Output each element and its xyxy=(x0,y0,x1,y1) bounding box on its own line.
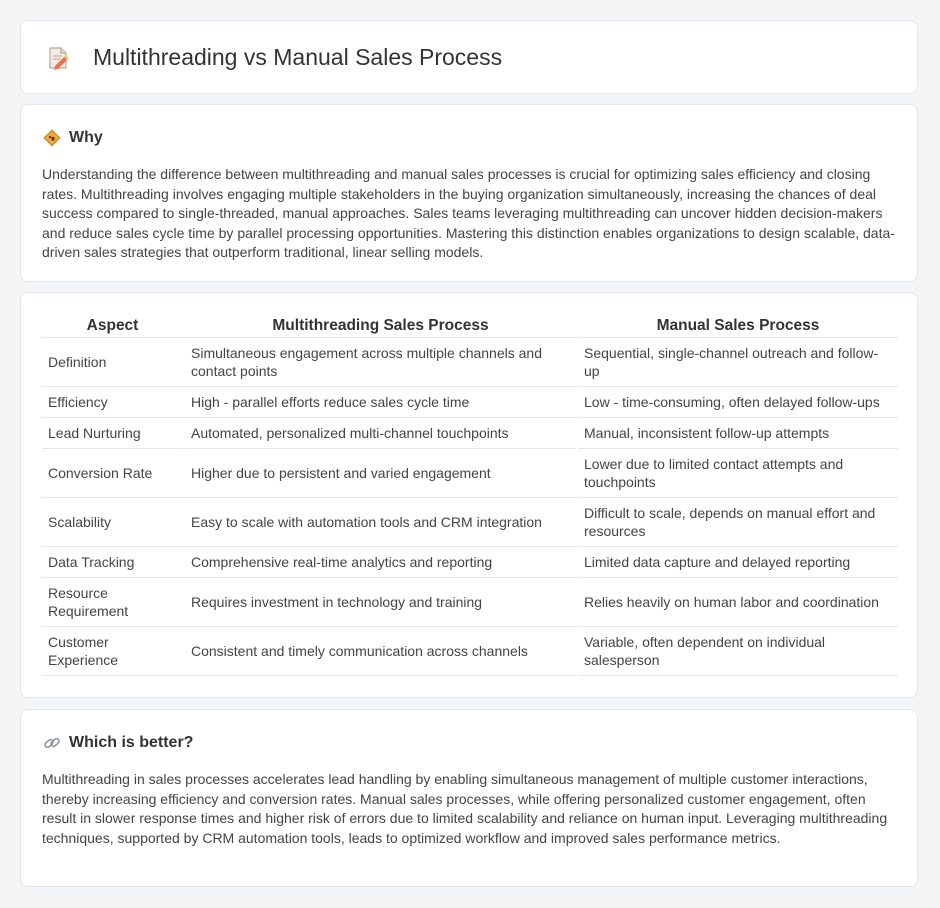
aspect-cell: Customer Experience xyxy=(42,627,184,676)
title-row xyxy=(45,44,502,71)
diamond-sign-icon xyxy=(43,129,61,147)
table-row xyxy=(42,547,898,578)
manual-cell: Limited data capture and delayed reporting xyxy=(577,547,898,578)
manual-cell: Lower due to limited contact attempts and touchpoints xyxy=(577,449,898,498)
table-row xyxy=(42,387,898,418)
manual-cell: Difficult to scale, depends on manual effort and resources xyxy=(577,498,898,547)
manual-cell: Variable, often dependent on individual salesperson xyxy=(577,627,898,676)
table-row xyxy=(42,627,898,676)
column-header-aspect: Aspect xyxy=(42,315,184,338)
why-heading: Why xyxy=(69,129,103,146)
better-heading: Which is better? xyxy=(69,734,194,751)
table-row xyxy=(42,418,898,449)
manual-cell: Relies heavily on human labor and coordination xyxy=(577,578,898,627)
multithreading-cell: High - parallel efforts reduce sales cycle time xyxy=(184,387,577,418)
link-icon xyxy=(43,734,61,752)
aspect-cell: Efficiency xyxy=(42,387,184,418)
aspect-cell: Resource Requirement xyxy=(42,578,184,627)
multithreading-cell: Easy to scale with automation tools and CRM integration xyxy=(184,498,577,547)
manual-cell: Low - time-consuming, often delayed follow-ups xyxy=(577,387,898,418)
why-section xyxy=(20,104,918,282)
multithreading-cell: Higher due to persistent and varied engagement xyxy=(184,449,577,498)
better-body: Multithreading in sales processes accelerates lead handling by enabling simultaneous management of multiple customer interactions, thereby increasing efficiency and conversion rates. Manual sales processes, while offering personalized customer engagement, often result in slower response times and higher risk of errors due to limited scalability and reliance on human input. Leveraging multithreading techniques, supported by CRM automation tools, leads to optimized workflow and improved sales performance metrics. xyxy=(42,771,888,846)
better-header xyxy=(43,734,193,752)
manual-cell: Manual, inconsistent follow-up attempts xyxy=(577,418,898,449)
table-row xyxy=(42,449,898,498)
document-pencil-icon xyxy=(45,45,71,71)
comparison-section xyxy=(20,292,918,698)
aspect-cell: Lead Nurturing xyxy=(42,418,184,449)
why-header xyxy=(43,129,103,147)
table-row xyxy=(42,498,898,547)
table-row xyxy=(42,578,898,627)
column-header-manual: Manual Sales Process xyxy=(577,315,898,338)
which-is-better-section xyxy=(20,709,918,887)
aspect-cell: Conversion Rate xyxy=(42,449,184,498)
column-header-multithreading: Multithreading Sales Process xyxy=(184,315,577,338)
comparison-table xyxy=(42,315,898,676)
why-body: Understanding the difference between multithreading and manual sales processes is crucial for optimizing sales efficiency and closing rates. Multithreading involves engaging multiple stakeholders in the buying organization simultaneously, increasing the chances of deal success compared to single-threaded, manual approaches. Sales teams leveraging multithreading can uncover hidden decision-makers and reduce sales cycle time by parallel processing opportunities. Mastering this distinction enables organizations to design scalable, data-driven sales strategies that outperform traditional, linear selling models. xyxy=(42,166,895,260)
aspect-cell: Data Tracking xyxy=(42,547,184,578)
aspect-cell: Scalability xyxy=(42,498,184,547)
multithreading-cell: Automated, personalized multi-channel touchpoints xyxy=(184,418,577,449)
multithreading-cell: Requires investment in technology and training xyxy=(184,578,577,627)
page-title: Multithreading vs Manual Sales Process xyxy=(93,44,503,70)
multithreading-cell: Comprehensive real-time analytics and reporting xyxy=(184,547,577,578)
table-row xyxy=(42,338,898,387)
table-header-row xyxy=(42,315,898,338)
multithreading-cell: Simultaneous engagement across multiple channels and contact points xyxy=(184,338,577,387)
multithreading-cell: Consistent and timely communication across channels xyxy=(184,627,577,676)
title-card xyxy=(20,20,918,94)
manual-cell: Sequential, single-channel outreach and follow-up xyxy=(577,338,898,387)
aspect-cell: Definition xyxy=(42,338,184,387)
